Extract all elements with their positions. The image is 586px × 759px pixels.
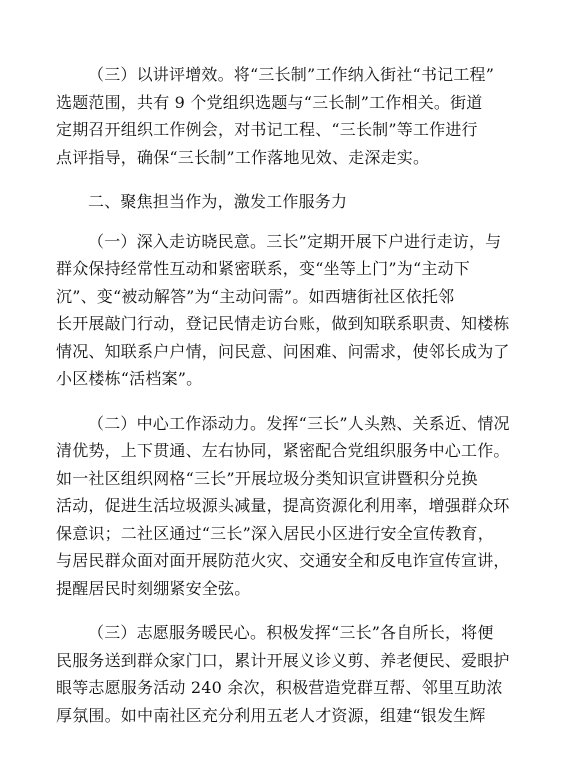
paragraph-central-work — [56, 410, 540, 603]
text-line: 长开展敲门行动，登记民情走访台账，做到知联系职责、知楼栋 — [56, 314, 510, 333]
text-line: （一）深入走访晓民意。三长”定期开展下户进行走访，与 — [88, 231, 502, 251]
text-line: 沉”、变“被动解答”为“主动问需”。如西塘街社区依托邻 — [56, 286, 455, 306]
text-line: 小区楼栋“活档案”。 — [56, 369, 203, 388]
paragraph-visits — [56, 228, 540, 393]
text-line: 情况、知联系户户情，问民意、问困难、问需求，使邻长成为了 — [56, 341, 510, 361]
text-line: 眼等志愿服务活动 240 余次，积极营造党群互帮、邻里互助浓 — [56, 678, 503, 697]
text-line: 清优势，上下贯通、左右协同，紧密配合党组织服务中心工作。 — [56, 441, 510, 460]
text-line: 民服务送到群众家门口，累计开展义诊义剪、养老便民、爱眼护 — [56, 650, 510, 670]
text-line: 活动，促进生活垃圾源头减量，提高资源化利用率，增强群众环 — [56, 496, 510, 515]
text-line: 如一社区组织网格“三长”开展垃圾分类知识宣讲暨积分兑换 — [56, 468, 478, 488]
section-heading — [88, 188, 540, 216]
text-line: 点评指导，确保“三长制”工作落地见效、走深走实。 — [56, 147, 430, 167]
text-line: 与居民群众面对面开展防范火灾、交通安全和反电诈宣传宣讲， — [56, 551, 510, 570]
text-line: 选题范围，共有 9 个党组织选题与“三长制”工作相关。街道 — [56, 92, 483, 112]
text-line: 定期召开组织工作例会，对书记工程、“三长制”等工作进行 — [56, 120, 478, 139]
text-line: （三）以讲评增效。将“三长制”工作纳入街社“书记工程” — [88, 65, 495, 84]
text-line: （二）中心工作添动力。发挥“三长”人头熟、关系近、情况 — [88, 413, 510, 433]
text-line: 保意识；二社区通过“三长”深入居民小区进行安全宣传教育， — [56, 523, 494, 543]
text-line: 厚氛围。如中南社区充分利用五老人才资源，组建“银发生辉 — [56, 705, 486, 725]
paragraph-lecture-evaluation — [56, 61, 540, 171]
paragraph-volunteer-service — [56, 619, 540, 729]
text-line: （三）志愿服务暖民心。积极发挥“三长”各自所长，将便 — [88, 623, 494, 642]
text-line: 群众保持经常性互动和紧密联系，变“坐等上门”为“主动下 — [56, 259, 470, 278]
text-line: 提醒居民时刻绷紧安全弦。 — [56, 578, 251, 598]
heading-text: 二、聚焦担当作为，激发工作服务力 — [88, 192, 348, 211]
